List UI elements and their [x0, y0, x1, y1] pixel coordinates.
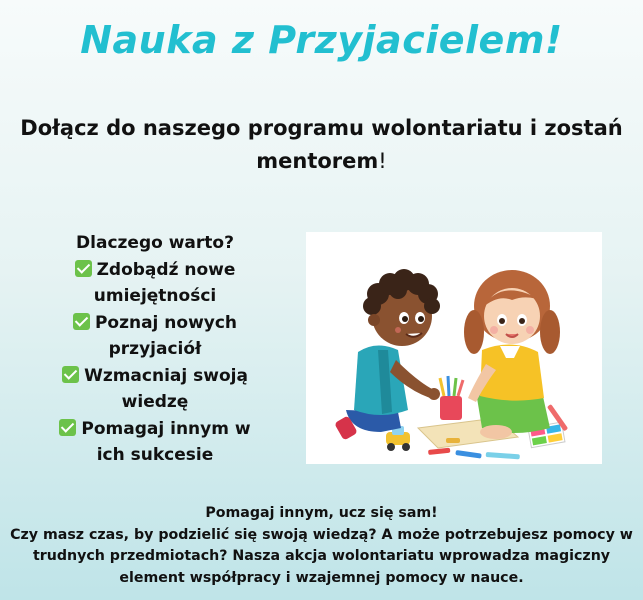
check-mark-icon	[75, 260, 92, 277]
subtitle	[0, 112, 643, 178]
check-mark-icon	[62, 366, 79, 383]
benefit-item	[30, 310, 280, 337]
children-drawing-illustration	[306, 232, 602, 464]
description-line: Czy masz czas, by podzielić się swoją wiedzą? A może potrzebujesz pomocy w	[10, 526, 633, 543]
benefit-line-1: Zdobądź nowe	[96, 259, 236, 280]
description-headline: Pomagaj innym, ucz się sam!	[205, 505, 438, 521]
check-mark-icon	[73, 313, 90, 330]
benefit-line-1: Wzmacniaj swoją	[84, 365, 248, 386]
description-line: element współpracy i wzajemnej pomocy w nauce.	[119, 569, 524, 586]
description	[0, 503, 643, 589]
subtitle-line-2	[0, 145, 643, 178]
benefit-line-2: umiejętności	[93, 286, 217, 306]
benefits-list	[30, 230, 280, 469]
page-title: Nauka z Przyjacielem!	[80, 18, 563, 62]
benefit-item	[30, 416, 280, 443]
benefit-line-2: przyjaciół	[108, 339, 202, 359]
check-mark-icon	[59, 419, 76, 436]
subtitle-mentor: mentorem	[256, 149, 379, 173]
benefit-item	[30, 363, 280, 390]
benefit-line-2: wiedzę	[121, 392, 189, 412]
subtitle-line-1: Dołącz do naszego programu wolontariatu i zostań	[20, 116, 623, 140]
subtitle-exclamation: !	[378, 149, 387, 173]
description-line: trudnych przedmiotach? Nasza akcja wolontariatu wprowadza magiczny	[32, 548, 611, 564]
benefit-line-2: ich sukcesie	[96, 445, 214, 465]
benefit-line-1: Pomagaj innym w	[81, 418, 251, 439]
benefits-heading: Dlaczego warto?	[76, 233, 234, 253]
benefit-line-1: Poznaj nowych	[94, 312, 238, 333]
benefit-item	[30, 257, 280, 284]
